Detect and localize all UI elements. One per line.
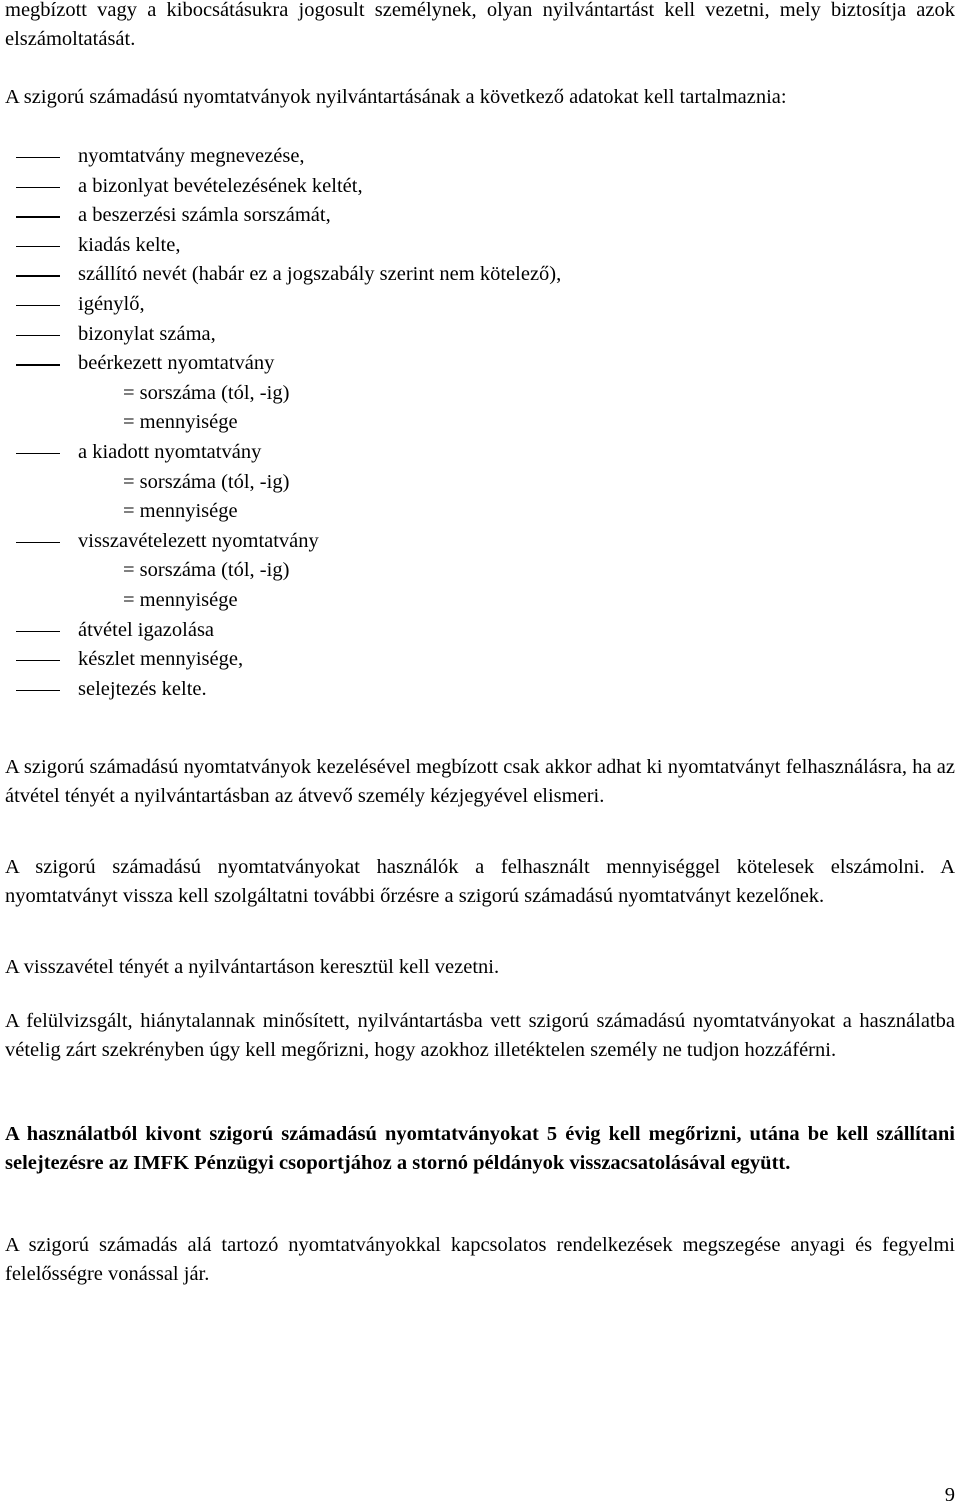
paragraph-issuing-rule: A szigorú számadású nyomtatványok kezelésével megbízott csak akkor adhat ki nyomtatványt felhasználásra, ha az átvétel tényét a nyilvántartásban az átvevő személy kézjegyével elismeri. — [5, 756, 955, 807]
dash-bullet-icon — [16, 335, 60, 336]
dash-bullet-icon — [16, 542, 60, 543]
list-item — [0, 527, 700, 557]
dash-bullet-icon — [16, 660, 60, 661]
list-item — [0, 408, 700, 438]
list-item-text: = mennyisége — [123, 588, 238, 611]
paragraph-return-rule: A visszavétel tényét a nyilvántartáson keresztül kell vezetni. — [5, 956, 500, 978]
dash-bullet-icon — [16, 690, 60, 691]
list-item-text: szállító nevét (habár ez a jogszabály szerint nem kötelező), — [78, 263, 562, 286]
dash-bullet-icon — [16, 275, 60, 276]
page-number: 9 — [944, 1484, 955, 1506]
list-item-text: bizonylat száma, — [78, 322, 216, 345]
dash-bullet-icon — [16, 187, 60, 188]
list-item-text: selejtezés kelte. — [78, 677, 207, 700]
list-item-text: = sorszáma (tól, -ig) — [123, 470, 290, 493]
list-item-text: átvétel igazolása — [78, 618, 215, 641]
dash-bullet-icon — [16, 157, 60, 158]
list-item — [0, 201, 700, 231]
list-item — [0, 645, 700, 675]
dash-bullet-icon — [16, 216, 60, 217]
dash-bullet-icon — [16, 453, 60, 454]
list-item — [0, 586, 700, 616]
list-item — [0, 379, 700, 409]
list-item — [0, 260, 700, 290]
list-item-text: beérkezett nyomtatvány — [78, 352, 275, 375]
list-item-text: visszavételezett nyomtatvány — [78, 529, 319, 552]
list-item-text: készlet mennyisége, — [78, 648, 244, 671]
list-item-text: igénylő, — [78, 292, 145, 315]
list-item-text: nyomtatvány megnevezése, — [78, 145, 305, 167]
list-item — [0, 172, 700, 202]
dash-bullet-icon — [16, 631, 60, 632]
list-item — [0, 616, 700, 646]
list-item-text: kiadás kelte, — [78, 233, 181, 256]
list-item — [0, 556, 700, 586]
list-item-text: a kiadott nyomtatvány — [78, 440, 262, 463]
dash-bullet-icon — [16, 305, 60, 306]
list-item-text: a bizonlyat bevételezésének keltét, — [78, 174, 363, 197]
dash-bullet-icon — [16, 364, 60, 365]
list-item-text: = sorszáma (tól, -ig) — [123, 381, 290, 404]
list-item — [0, 142, 700, 172]
list-item — [0, 349, 700, 379]
paragraph-accounting-rule: A szigorú számadású nyomtatványokat használók a felhasznált mennyiséggel kötelesek elszámolni. A nyomtatványt vissza kell szolgáltatni további őrzésre a szigorú számadású nyomtatványt kezelőnek. — [5, 856, 955, 907]
list-item — [0, 438, 700, 468]
list-item — [0, 675, 700, 705]
list-item-text: = mennyisége — [123, 411, 238, 434]
list-item-text: a beszerzési számla sorszámát, — [78, 204, 331, 227]
list-item — [0, 320, 700, 350]
list-item-text: = sorszáma (tól, -ig) — [123, 559, 290, 582]
list-item-text: = mennyisége — [123, 500, 238, 523]
paragraph-storage-rule: A felülvizsgált, hiánytalannak minősített, nyilvántartásba vett szigorú számadású nyomtatványokat a használatba vételig zárt szekrényben úgy kell megőrizni, hogy azokhoz illetéktelen személy ne tudjon hozzáférni. — [5, 1010, 955, 1061]
list-item — [0, 468, 700, 498]
paragraph-intro-continuation: megbízott vagy a kibocsátásukra jogosult személynek, olyan nyilvántartást kell vezetni, mely biztosítja azok elszámoltatását. — [5, 0, 955, 50]
list-item — [0, 497, 700, 527]
paragraph-liability-rule: A szigorú számadás alá tartozó nyomtatványokkal kapcsolatos rendelkezések megszegése anyagi és fegyelmi felelősségre vonással jár. — [5, 1234, 955, 1285]
dash-bullet-icon — [16, 246, 60, 247]
list-item — [0, 290, 700, 320]
requirements-list — [0, 142, 700, 704]
list-item — [0, 231, 700, 261]
paragraph-list-intro: A szigorú számadású nyomtatványok nyilvántartásának a következő adatokat kell tartalmaznia: — [5, 86, 787, 108]
paragraph-retention-rule: A használatból kivont szigorú számadású nyomtatványokat 5 évig kell megőrizni, utána be kell szállítani selejtezésre az IMFK Pénzügyi csoportjához a stornó példányok visszacsatolásával együtt. — [5, 1123, 955, 1174]
